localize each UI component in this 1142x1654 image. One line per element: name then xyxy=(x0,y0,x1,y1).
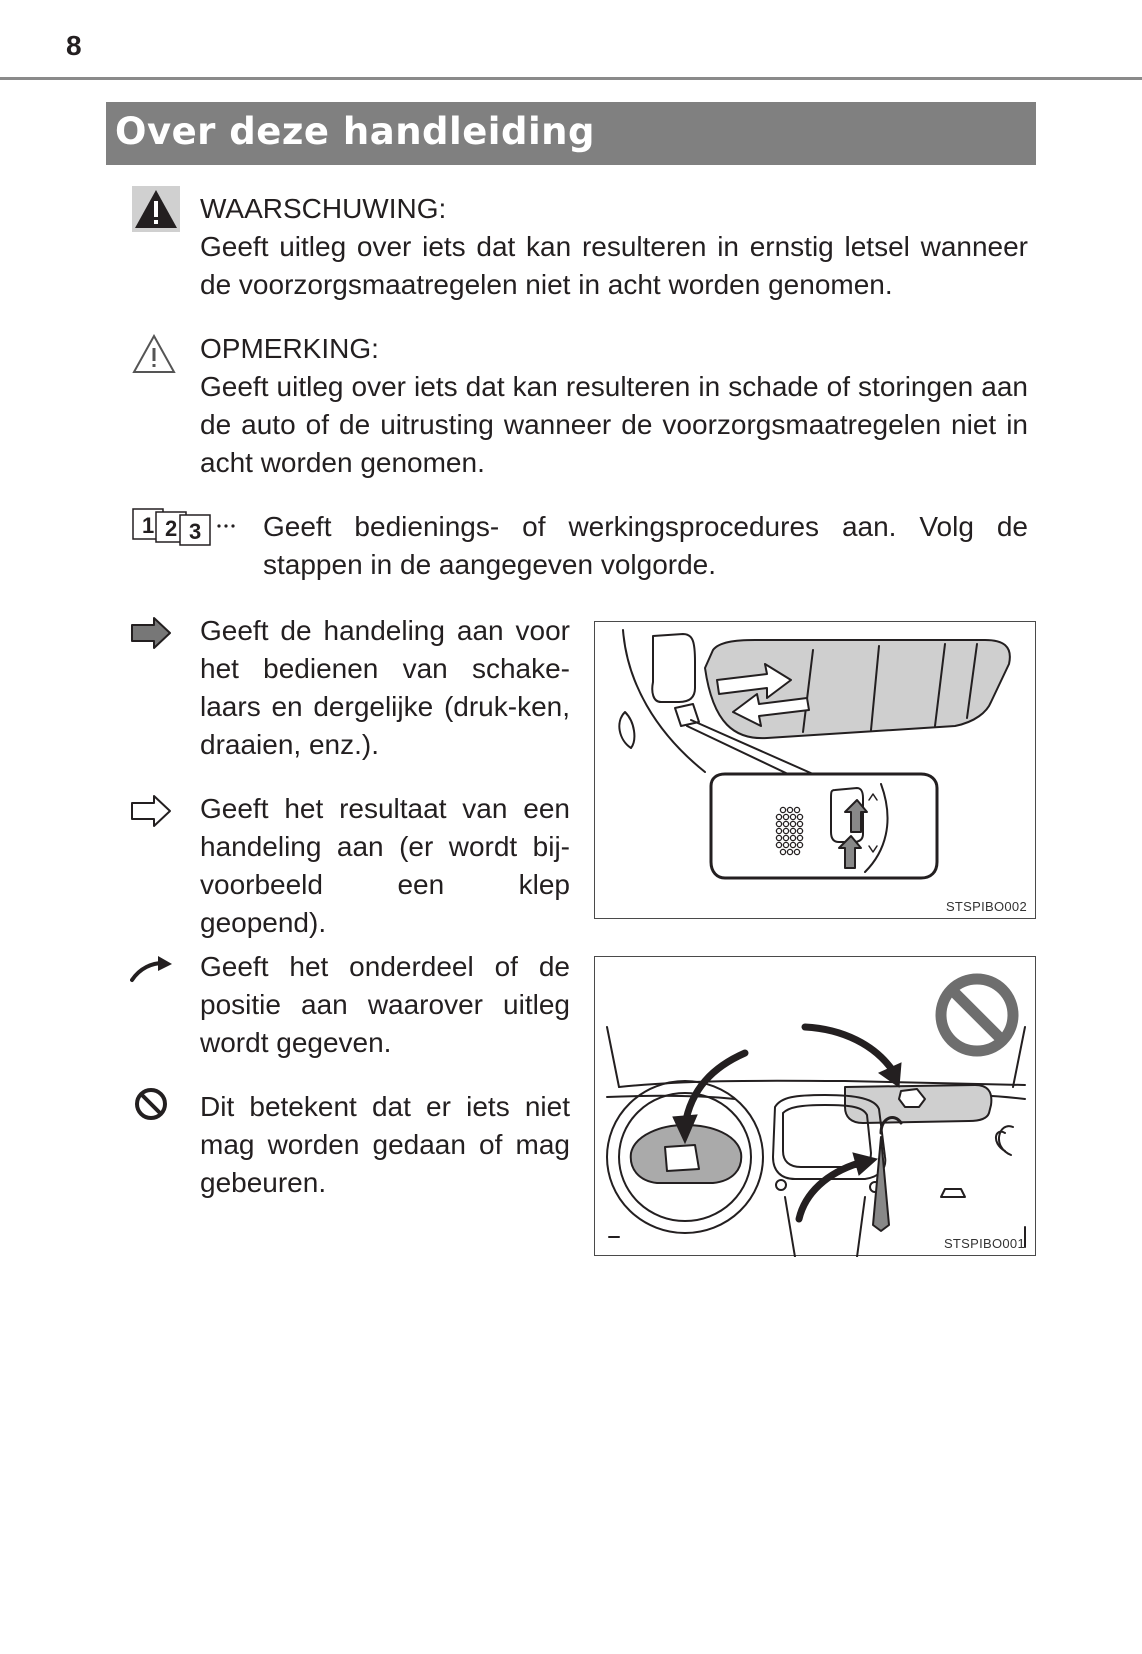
step-digit-1: 1 xyxy=(142,513,155,538)
step-digit-3: 3 xyxy=(189,519,202,544)
caution-outline-triangle-icon xyxy=(132,334,176,379)
step-digit-2: 2 xyxy=(165,516,178,541)
switch-illustration-drawing xyxy=(595,622,1037,920)
notice-entry xyxy=(200,330,1028,482)
operation-text: Geeft de handeling aan voor het bedienen van schake-laars en dergelijke (druk-ken, draaien, enz.). xyxy=(200,615,570,760)
prohibited-icon xyxy=(133,1086,169,1127)
step-numbers-icon xyxy=(132,508,244,553)
figure-dashboard-illustration xyxy=(594,956,1036,1256)
dashboard-illustration-drawing xyxy=(595,957,1037,1257)
steps-text: Geeft bedienings- of werkingsprocedures aan. Volg de stappen in de aangegeven volgorde. xyxy=(263,511,1028,580)
figure-code: STSPIBO002 xyxy=(945,899,1027,914)
page-title: Over deze handleiding xyxy=(106,102,1036,165)
outline-arrow-icon xyxy=(130,794,172,833)
warning-entry xyxy=(200,190,1028,304)
prohibited-symbol xyxy=(941,979,1013,1051)
result-entry xyxy=(200,790,570,942)
component-text: Geeft het onderdeel of de positie aan waarover uitleg wordt gegeven. xyxy=(200,951,570,1058)
top-rule xyxy=(0,77,1142,80)
figure-switch-illustration xyxy=(594,621,1036,919)
steps-entry xyxy=(263,508,1028,584)
filled-arrow-icon xyxy=(130,616,172,655)
warning-text: Geeft uitleg over iets dat kan resulteren in ernstig letsel wanneer de voorzorgsmaatregelen niet in acht worden genomen. xyxy=(200,231,1028,300)
notice-text: Geeft uitleg over iets dat kan resulteren in schade of storingen aan de auto of de uitrusting wanneer de voorzorgsmaatregelen niet in acht worden genomen. xyxy=(200,371,1028,478)
warning-filled-triangle-icon xyxy=(132,186,180,237)
figure-code: STSPIBO001 xyxy=(943,1236,1025,1251)
page-number: 8 xyxy=(66,30,82,61)
warning-heading: WAARSCHUWING: xyxy=(200,193,447,224)
prohibited-text: Dit betekent dat er iets niet mag worden gedaan of mag gebeuren. xyxy=(200,1091,570,1198)
component-entry xyxy=(200,948,570,1062)
operation-entry xyxy=(200,612,570,764)
prohibited-entry xyxy=(200,1088,570,1202)
pointer-arrow-icon xyxy=(130,954,174,989)
result-text: Geeft het resultaat van een handeling aan (er wordt bij-voorbeeld een klep geopend). xyxy=(200,793,570,938)
notice-heading: OPMERKING: xyxy=(200,333,379,364)
